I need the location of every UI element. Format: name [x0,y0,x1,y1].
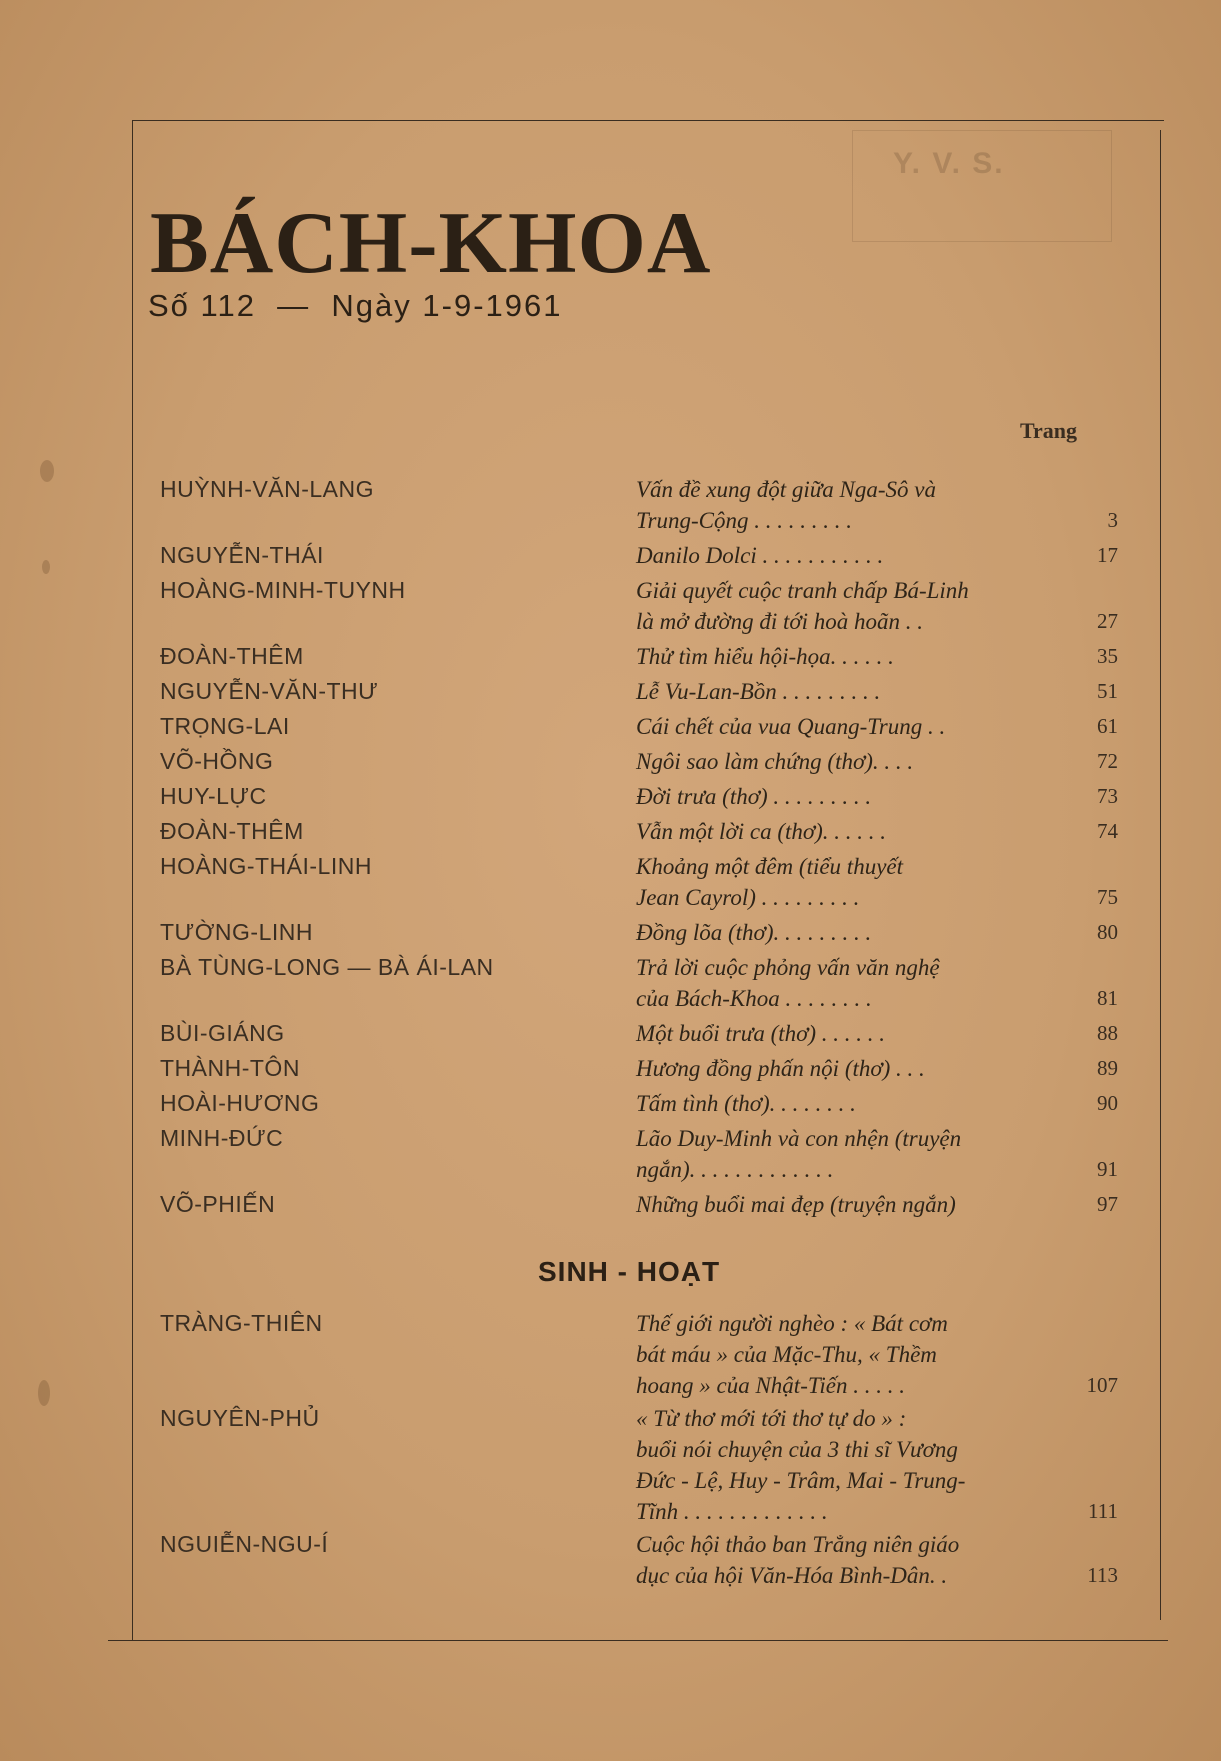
toc-article-title: Hương đồng phấn nội (thơ) . . . [636,1056,925,1081]
toc-article-title: « Từ thơ mới tới thơ tự do » : buổi nói chuyện của 3 thi sĩ Vương Đức - Lệ, Huy - Trâm, Mai - Trung- Tĩnh . . . . . . . . . . . . . [636,1406,966,1524]
toc-page-number: 91 [1097,1157,1118,1181]
toc-page-number: 35 [1097,644,1118,668]
toc-page-number: 73 [1097,784,1118,808]
toc-page-number: 80 [1097,920,1118,944]
toc-article-title: Một buổi trưa (thơ) . . . . . . [636,1021,886,1046]
section-heading: SINH - HOẠT [538,1256,721,1287]
toc-page-number: 72 [1097,749,1118,773]
toc-article-title: Lễ Vu-Lan-Bồn . . . . . . . . . [636,679,881,704]
issue-line: Số 112 — Ngày 1-9-1961 [148,288,563,323]
toc-author: BÀ TÙNG-LONG — BÀ ÁI-LAN [160,954,494,980]
toc-author: THÀNH-TÔN [160,1055,300,1081]
toc-page-number: 89 [1097,1056,1118,1080]
toc-page-number: 107 [1086,1373,1118,1397]
toc-author: NGUYÊN-PHỦ [160,1405,320,1431]
toc-author: BÙI-GIÁNG [160,1020,285,1046]
toc-article-title: Thế giới người nghèo : « Bát cơm bát máu » của Mặc-Thu, « Thềm hoang » của Nhật-Tiến . . . . . [636,1311,948,1398]
toc-author: NGUIỄN-NGU-Í [160,1531,329,1557]
toc-author: NGUYỄN-VĂN-THƯ [160,678,379,704]
toc-article-title: Thử tìm hiểu hội-họa. . . . . . [636,644,894,669]
toc-article-title: Đồng lõa (thơ). . . . . . . . . [636,920,872,945]
toc-page-number: 75 [1097,885,1118,909]
toc-page-number: 74 [1097,819,1118,843]
toc-page-number: 61 [1097,714,1118,738]
toc-article-title: Tấm tình (thơ). . . . . . . . [636,1091,856,1116]
toc-author: HUY-LỰC [160,783,267,809]
toc-article-title: Lão Duy-Minh và con nhện (truyện ngắn). . . . . . . . . . . . . [636,1126,962,1182]
toc-author: HUỲNH-VĂN-LANG [160,476,375,502]
toc-author: TRỌNG-LAI [160,713,290,739]
masthead-title: BÁCH-KHOA [150,195,712,292]
toc-page-number: 3 [1107,508,1118,532]
toc-article-title: Cuộc hội thảo ban Trẳng niên giáo dục của hội Văn-Hóa Bình-Dân. . [636,1532,960,1588]
toc-article-title: Trả lời cuộc phỏng vấn văn nghệ của Bách-Khoa . . . . . . . . [636,955,940,1011]
toc-page-number: 81 [1097,986,1118,1010]
stamp-text: Y. V. S. [893,147,1005,180]
toc-author: HOÀI-HƯƠNG [160,1090,320,1116]
toc-author: VÕ-PHIẾN [160,1191,276,1217]
toc-article-title: Vẫn một lời ca (thơ). . . . . . [636,819,887,844]
toc-article-title: Giải quyết cuộc tranh chấp Bá-Linh là mở đường đi tới hoà hoãn . . [636,578,969,634]
toc-article-title: Đời trưa (thơ) . . . . . . . . . [636,784,872,809]
toc-page-number: 27 [1097,609,1118,633]
toc-page-number: 51 [1097,679,1118,703]
page-column-header: Trang [1020,418,1078,443]
toc-page-number: 97 [1097,1192,1118,1216]
toc-page-number: 113 [1087,1563,1118,1587]
toc-article-title: Vấn đề xung đột giữa Nga-Sô và Trung-Cộng . . . . . . . . . [636,477,936,533]
toc-page-number: 111 [1088,1499,1118,1523]
toc-article-title: Cái chết của vua Quang-Trung . . [636,714,946,739]
toc-author: TƯỜNG-LINH [160,919,313,945]
toc-article-title: Khoảng một đêm (tiểu thuyết Jean Cayrol) . . . . . . . . . [636,854,904,910]
toc-page-number: 17 [1097,543,1118,567]
toc-author: TRÀNG-THIÊN [160,1310,323,1336]
toc-article-title: Ngôi sao làm chứng (thơ). . . . [636,749,914,774]
toc-author: HOÀNG-THÁI-LINH [160,853,372,879]
toc-author: HOÀNG-MINH-TUYNH [160,577,406,603]
toc-author: MINH-ĐỨC [160,1125,284,1151]
toc-author: ĐOÀN-THÊM [160,818,304,844]
toc-article-title: Danilo Dolci . . . . . . . . . . . [636,543,884,568]
toc-author: VÕ-HỒNG [160,748,274,774]
toc-article-title: Những buổi mai đẹp (truyện ngắn) [636,1192,956,1217]
toc-author: NGUYỄN-THÁI [160,542,324,568]
toc-author: ĐOÀN-THÊM [160,643,304,669]
toc-page-number: 88 [1097,1021,1118,1045]
toc-page-number: 90 [1097,1091,1118,1115]
